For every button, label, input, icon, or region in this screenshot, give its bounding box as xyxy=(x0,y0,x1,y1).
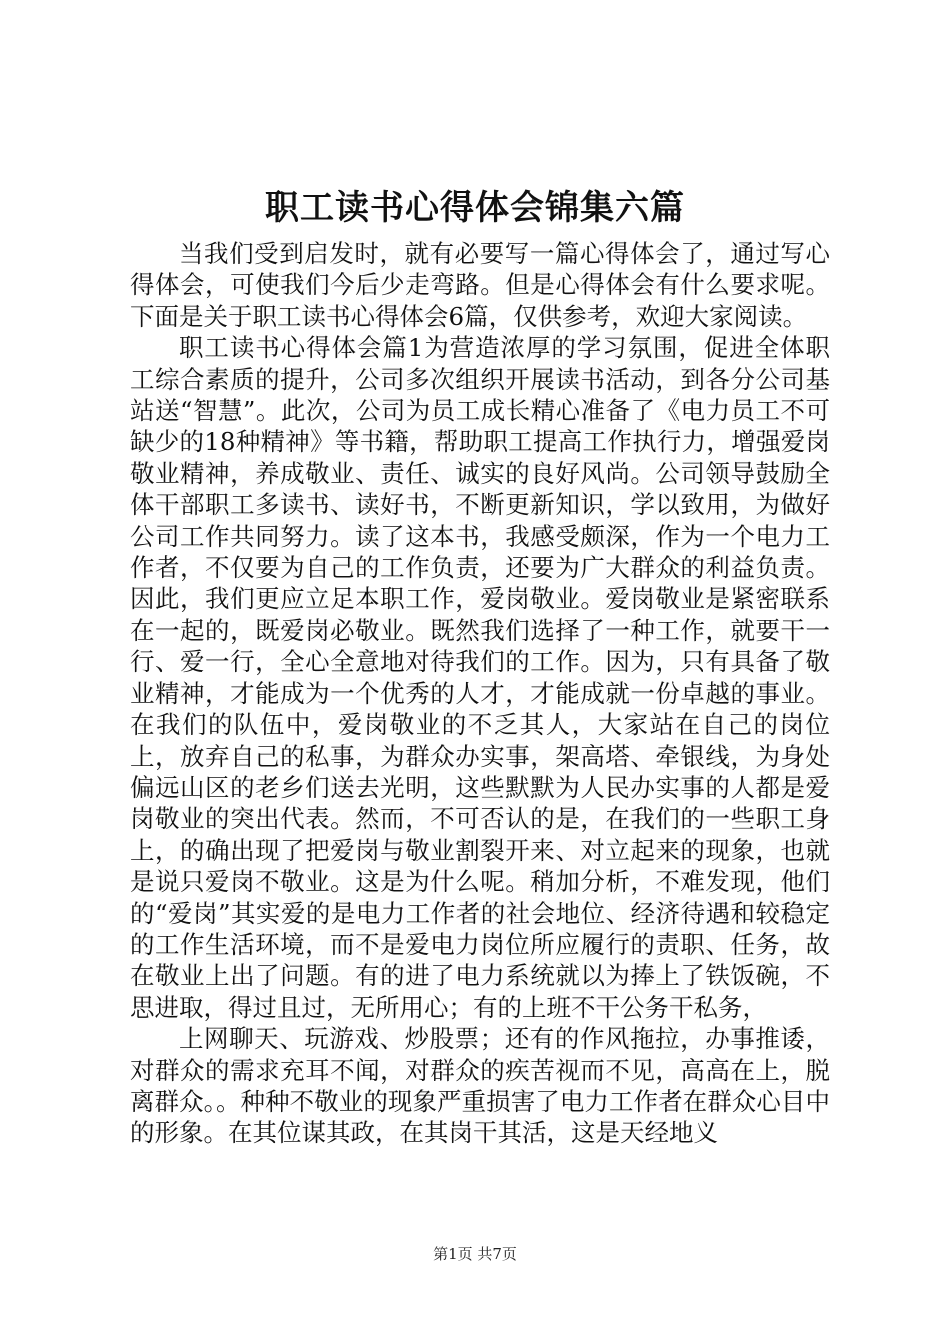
paragraph-essay-1: 职工读书心得体会篇1为营造浓厚的学习氛围，促进全体职工综合素质的提升，公司多次组织开展读书活动，到各分公司基站送“智慧”。此次，公司为员工成长精心准备了《电力员工不可缺少的18种精神》等书籍，帮助职工提高工作执行力，增强爱岗敬业精神，养成敬业、责任、诚实的良好风尚。公司领导鼓励全体干部职工多读书、读好书，不断更新知识，学以致用，为做好公司工作共同努力。读了这本书，我感受颇深，作为一个电力工作者，不仅要为自己的工作负责，还要为广大群众的利益负责。因此，我们更应立足本职工作，爱岗敬业。爱岗敬业是紧密联系在一起的，既爱岗必敬业。既然我们选择了一种工作，就要干一行、爱一行，全心全意地对待我们的工作。因为，只有具备了敬业精神，才能成为一个优秀的人才，才能成就一份卓越的事业。在我们的队伍中，爱岗敬业的不乏其人，大家站在自己的岗位上，放弃自己的私事，为群众办实事，架高塔、牵银线，为身处偏远山区的老乡们送去光明，这些默默为人民办实事的人都是爱岗敬业的突出代表。然而，不可否认的是，在我们的一些职工身上，的确出现了把爱岗与敬业割裂开来、对立起来的现象，也就是说只爱岗不敬业。这是为什么呢。稍加分析，不难发现，他们的“爱岗”其实爱的是电力工作者的社会地位、经济待遇和较稳定的工作生活环境，而不是爱电力岗位所应履行的责职、任务，故在敬业上出了问题。有的进了电力系统就以为捧上了铁饭碗，不思进取，得过且过，无所用心；有的上班不干公务干私务， xyxy=(130,333,830,1022)
document-title: 职工读书心得体会锦集六篇 xyxy=(265,188,685,228)
paragraph-intro: 当我们受到启发时，就有必要写一篇心得体会了，通过写心得体会，可使我们今后少走弯路。但是心得体会有什么要求呢。下面是关于职工读书心得体会6篇，仅供参考，欢迎大家阅读。 xyxy=(130,239,830,331)
paragraph-essay-1-continued: 上网聊天、玩游戏、炒股票；还有的作风拖拉，办事推诿，对群众的需求充耳不闻，对群众的疾苦视而不见，高高在上，脱离群众。。种种不敬业的现象严重损害了电力工作者在群众心目中的形象。在其位谋其政，在其岗干其活，这是天经地义 xyxy=(130,1024,830,1148)
document-body xyxy=(130,238,830,1149)
page-number-footer: 第1页 共7页 xyxy=(433,1245,517,1263)
